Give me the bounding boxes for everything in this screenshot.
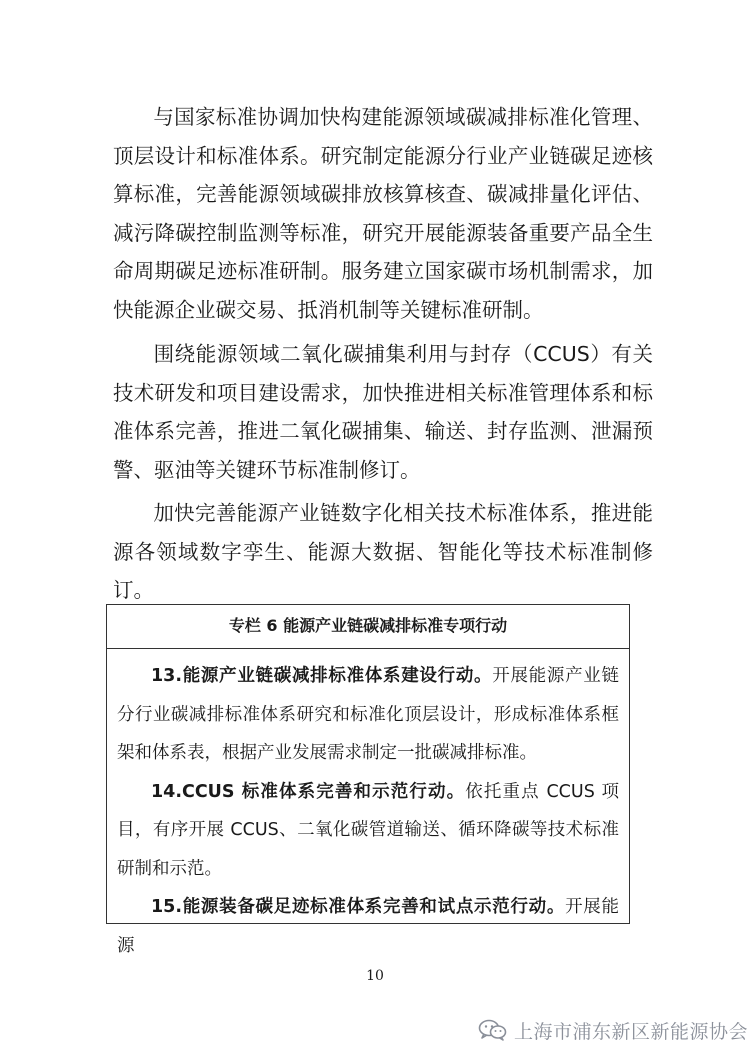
box-item-13-heading: 13.能源产业链碳减排标准体系建设行动。 — [151, 666, 493, 686]
page-number: 10 — [366, 968, 384, 984]
box-item-14 — [107, 773, 629, 889]
paragraph-1-text: 与国家标准协调加快构建能源领域碳减排标准化管理、顶层设计和标准体系。研究制定能源分行业产业链碳足迹核算标准，完善能源领域碳排放核算核查、碳减排量化评估、减污降碳控制监测等标准，研究开展能源装备重要产品全生命周期碳足迹标准研制。服务建立国家碳市场机制需求，加快能源企业碳交易、抵消机制等关键标准研制。 — [113, 105, 653, 322]
box-item-14-heading: 14.CCUS 标准体系完善和示范行动。 — [151, 781, 466, 802]
box-item-13 — [107, 657, 629, 773]
box-item-14-text: 依托重点 CCUS 项目，有序开展 CCUS、二氧化碳管道输送、循环降碳等技术标准研制和示范。 — [117, 781, 619, 879]
paragraph-3-text: 加快完善能源产业链数字化相关技术标准体系，推进能源各领域数字孪生、能源大数据、智能化等技术标准制修订。 — [113, 501, 653, 603]
watermark — [478, 1015, 748, 1045]
paragraph-1 — [113, 98, 653, 330]
paragraph-2 — [113, 335, 653, 489]
watermark-text: 上海市浦东新区新能源协会 — [514, 1020, 749, 1043]
box-item-15-heading: 15.能源装备碳足迹标准体系完善和试点示范行动。 — [151, 897, 566, 917]
box-title: 专栏 6 能源产业链碳减排标准专项行动 — [107, 605, 629, 649]
special-column-box — [106, 604, 630, 956]
box-item-13-text: 开展能源产业链分行业碳减排标准体系研究和标准化顶层设计，形成标准体系框架和体系表，根据产业发展需求制定一批碳减排标准。 — [117, 666, 619, 763]
box-item-15 — [107, 888, 629, 965]
box-item-15-text: 开展能源 — [117, 897, 620, 956]
box-body — [107, 649, 629, 965]
wechat-icon — [478, 1018, 508, 1042]
paragraph-3 — [113, 494, 653, 610]
paragraph-2-text: 围绕能源领域二氧化碳捕集利用与封存（CCUS）有关技术研发和项目建设需求，加快推进相关标准管理体系和标准体系完善，推进二氧化碳捕集、输送、封存监测、泄漏预警、驱油等关键环节标准制修订。 — [113, 342, 653, 482]
